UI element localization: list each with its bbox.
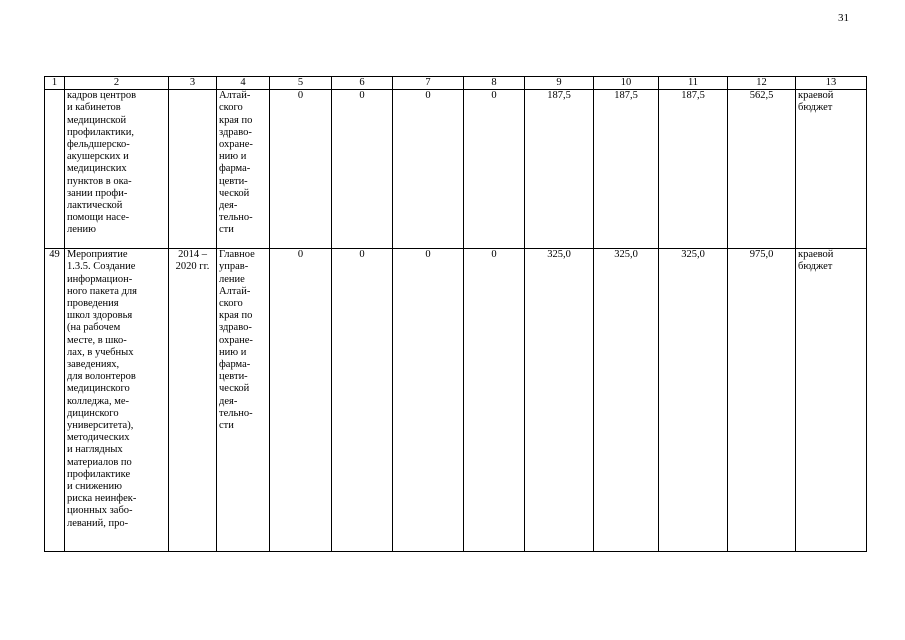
value-cell: 975,0 xyxy=(728,249,796,552)
column-header: 3 xyxy=(169,77,217,90)
column-header: 10 xyxy=(594,77,659,90)
table-row xyxy=(45,249,867,552)
executor: Главное управ- ление Алтай- ского края по здраво- охране- нию и фарма- цевти- ческой дея- тельно- сти xyxy=(217,249,270,552)
funding-source: краевой бюджет xyxy=(796,90,867,249)
column-header: 8 xyxy=(464,77,525,90)
value-cell: 0 xyxy=(332,249,393,552)
column-header: 11 xyxy=(659,77,728,90)
value-cell: 325,0 xyxy=(659,249,728,552)
value-cell: 0 xyxy=(393,90,464,249)
value-cell: 187,5 xyxy=(594,90,659,249)
column-header: 5 xyxy=(270,77,332,90)
period: 2014 – 2020 гг. xyxy=(169,249,217,552)
value-cell: 562,5 xyxy=(728,90,796,249)
period xyxy=(169,90,217,249)
value-cell: 0 xyxy=(332,90,393,249)
value-cell: 325,0 xyxy=(594,249,659,552)
column-header: 13 xyxy=(796,77,867,90)
measure-name: кадров центров и кабинетов медицинской профилактики, фельдшерско- акушерских и медицинских пунктов в ока- зании профи- лактической помощи насе- лению xyxy=(65,90,169,249)
column-header: 6 xyxy=(332,77,393,90)
executor: Алтай- ского края по здраво- охране- нию и фарма- цевти- ческой дея- тельно- сти xyxy=(217,90,270,249)
header-row xyxy=(45,77,867,90)
page-number: 31 xyxy=(838,12,849,24)
budget-table xyxy=(44,76,867,552)
value-cell: 0 xyxy=(464,249,525,552)
value-cell: 187,5 xyxy=(659,90,728,249)
value-cell: 325,0 xyxy=(525,249,594,552)
measure-name: Мероприятие 1.3.5. Создание информацион- ного пакета для проведения школ здоровья (на рабочем месте, в шко- лах, в учебных заведениях, для волонтеров медицинского колледжа, ме- дицинского университета), методических и наглядных материалов по профилактике и снижению риска неинфек- ционных забо- леваний, про- xyxy=(65,249,169,552)
table-row xyxy=(45,90,867,249)
column-header: 4 xyxy=(217,77,270,90)
column-header: 2 xyxy=(65,77,169,90)
column-header: 12 xyxy=(728,77,796,90)
funding-source: краевой бюджет xyxy=(796,249,867,552)
row-number: 49 xyxy=(45,249,65,552)
column-header: 7 xyxy=(393,77,464,90)
value-cell: 0 xyxy=(270,90,332,249)
value-cell: 187,5 xyxy=(525,90,594,249)
value-cell: 0 xyxy=(270,249,332,552)
value-cell: 0 xyxy=(393,249,464,552)
row-number xyxy=(45,90,65,249)
column-header: 9 xyxy=(525,77,594,90)
column-header: 1 xyxy=(45,77,65,90)
value-cell: 0 xyxy=(464,90,525,249)
